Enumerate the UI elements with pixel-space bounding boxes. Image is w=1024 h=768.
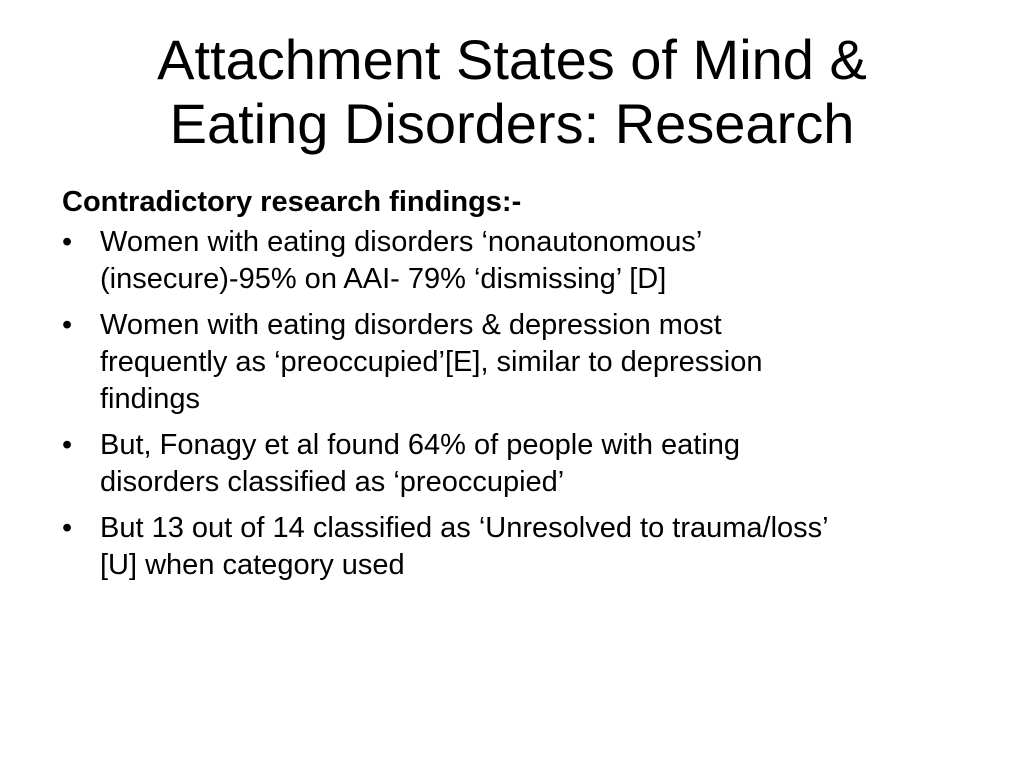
bullet-line: (insecure)-95% on AAI- 79% ‘dismissing’ [D]: [100, 263, 667, 295]
bullet-item: [62, 307, 992, 418]
bullet-line: [U] when category used: [100, 549, 405, 581]
bullet-line: findings: [100, 383, 200, 415]
subheading: Contradictory research findings:-: [62, 186, 522, 218]
bullet-line: But, Fonagy et al found 64% of people with eating: [100, 429, 741, 461]
bullet-item: [62, 224, 992, 298]
slide-body: [62, 184, 992, 593]
bullet-item: [62, 510, 992, 584]
bullet-line: disorders classified as ‘preoccupied’: [100, 466, 565, 498]
bullet-text: [100, 510, 992, 584]
bullet-marker: •: [62, 309, 73, 341]
bullet-list: [62, 224, 992, 584]
bullet-text: [100, 224, 992, 298]
slide-title-line: Eating Disorders: Research: [169, 92, 855, 155]
bullet-marker: •: [62, 429, 73, 461]
bullet-line: Women with eating disorders ‘nonautonomous’: [100, 226, 703, 258]
bullet-line: frequently as ‘preoccupied’[E], similar to depression: [100, 346, 763, 378]
bullet-item: [62, 427, 992, 501]
bullet-text: [100, 427, 992, 501]
bullet-line: Women with eating disorders & depression most: [100, 309, 722, 341]
bullet-text: [100, 307, 992, 418]
slide-title: [40, 28, 984, 156]
slide-title-line: Attachment States of Mind &: [157, 28, 867, 91]
bullet-marker: •: [62, 226, 73, 258]
bullet-marker: •: [62, 512, 73, 544]
bullet-line: But 13 out of 14 classified as ‘Unresolved to trauma/loss’: [100, 512, 829, 544]
